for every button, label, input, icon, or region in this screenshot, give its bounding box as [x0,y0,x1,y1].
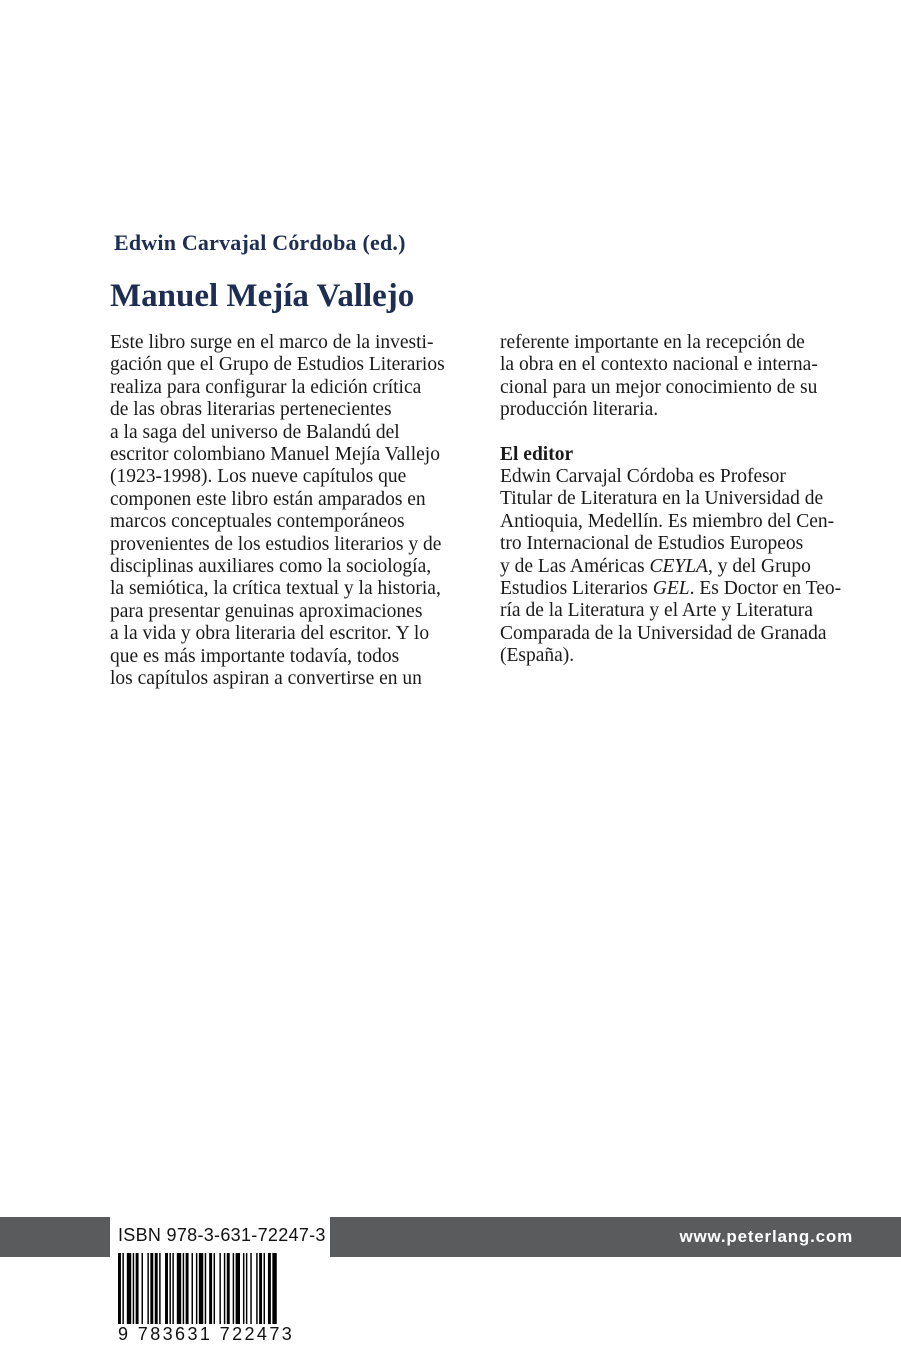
blurb-left-column [110,332,480,691]
barcode-bar [136,1253,139,1327]
barcode-bar [256,1253,257,1327]
barcode-bar [186,1253,189,1327]
barcode-bar [150,1253,153,1327]
blurb-line: componen este libro están amparados en [110,488,426,510]
barcode-bar [196,1253,197,1327]
barcode-bar [142,1253,143,1327]
barcode-bar [219,1253,220,1327]
barcode-bar [169,1253,170,1327]
barcode-bar [227,1253,230,1327]
barcode-bar [183,1253,184,1327]
blurb-line: referente importante en la recepción de [500,332,805,353]
blurb-line: a la vida y obra literaria del escritor. Y lo [110,623,430,645]
blurb-line: la obra en el contexto nacional e interna- [500,354,818,376]
editor-bio-text: . Es Doctor en Teo- [689,578,842,600]
editor-name: Edwin Carvajal Córdoba (ed.) [114,230,406,255]
barcode-bar [159,1253,160,1327]
barcode-bar [127,1253,131,1327]
blurb-line: cional para un mejor conocimiento de su [500,376,818,398]
publisher-website: www.peterlang.com [679,1227,853,1246]
blurb-line: a la saga del universo de Balandú del [110,421,400,443]
barcode-bar [147,1253,148,1327]
editor-bio-line [500,578,860,600]
barcode-bar [224,1253,225,1327]
blurb-right-column [500,332,860,668]
barcode-bar [133,1253,134,1327]
barcode-icon [118,1253,324,1327]
barcode-bar [199,1253,203,1327]
blurb-line: (1923-1998). Los nueve capítulos que [110,466,407,488]
barcode-bar [236,1253,240,1327]
barcode-bar [233,1253,234,1327]
blurb-line: escritor colombiano Manuel Mejía Vallejo [110,444,440,466]
isbn-number: ISBN 978-3-631-72247-3 [118,1225,326,1245]
blurb-line: realiza para configurar la edición crítica [110,376,422,398]
barcode-bar [264,1253,265,1327]
blurb-line: producción literaria. [500,399,659,421]
barcode-bar [165,1253,168,1327]
barcode-digits: 9 783631 722473 [118,1324,324,1345]
blurb-line: provenientes de los estudios literarios y de [110,533,442,555]
editor-bio-line: Titular de Literatura en la Universidad de [500,488,824,510]
blurb-line: Este libro surge en el marco de la investi- [110,332,434,353]
editor-bio-line: Antioquia, Medellín. Es miembro del Cen- [500,510,835,532]
blurb-line: gación que el Grupo de Estudios Literarios [110,354,445,376]
editor-bio-line: Edwin Carvajal Córdoba es Profesor [500,466,786,488]
barcode-bar [118,1253,121,1327]
editor-bio-line: ría de la Literatura y el Arte y Literatura [500,600,813,622]
barcode-bar [268,1253,271,1327]
barcode-bar [177,1253,181,1327]
barcode-bar [243,1253,244,1327]
barcode-bar [209,1253,212,1327]
editor-bio-text: Estudios Literarios [500,578,653,600]
blurb-line: marcos conceptuales contemporáneos [110,511,405,533]
ceyla-acronym: CEYLA [649,555,708,577]
blurb-line: que es más importante todavía, todos [110,645,400,667]
blurb-line: los capítulos aspiran a convertirse en un [110,668,422,690]
editor-bio-text: , y del Grupo [707,555,811,577]
barcode-bar [259,1253,262,1327]
gel-acronym: GEL [652,578,690,600]
editor-bio-text: y de Las Américas [500,555,650,577]
barcode-bar [246,1253,247,1327]
isbn-barcode-block [110,1217,330,1352]
editor-bio-line: (España). [500,645,575,667]
barcode-bar [250,1253,251,1327]
barcode-bar [122,1253,123,1327]
barcode-bar [155,1253,158,1327]
editor-bio-line: Comparada de la Universidad de Granada [500,622,827,644]
barcode-bar [214,1253,215,1327]
editor-bio-line [500,556,860,578]
barcode-bar [205,1253,206,1327]
editor-bio-line: tro Internacional de Estudios Europeos [500,533,804,555]
editor-section-heading: El editor [500,443,574,465]
blurb-line: de las obras literarias pertenecientes [110,399,392,421]
blurb-line: la semiótica, la crítica textual y la historia, [110,578,441,600]
blurb-line: disciplinas auxiliares como la sociología, [110,556,432,578]
barcode-bar [172,1253,173,1327]
book-title: Manuel Mejía Vallejo [110,278,415,314]
blurb-line: para presentar genuinas aproximaciones [110,600,423,622]
barcode-bar [272,1253,276,1327]
barcode-bar [192,1253,193,1327]
